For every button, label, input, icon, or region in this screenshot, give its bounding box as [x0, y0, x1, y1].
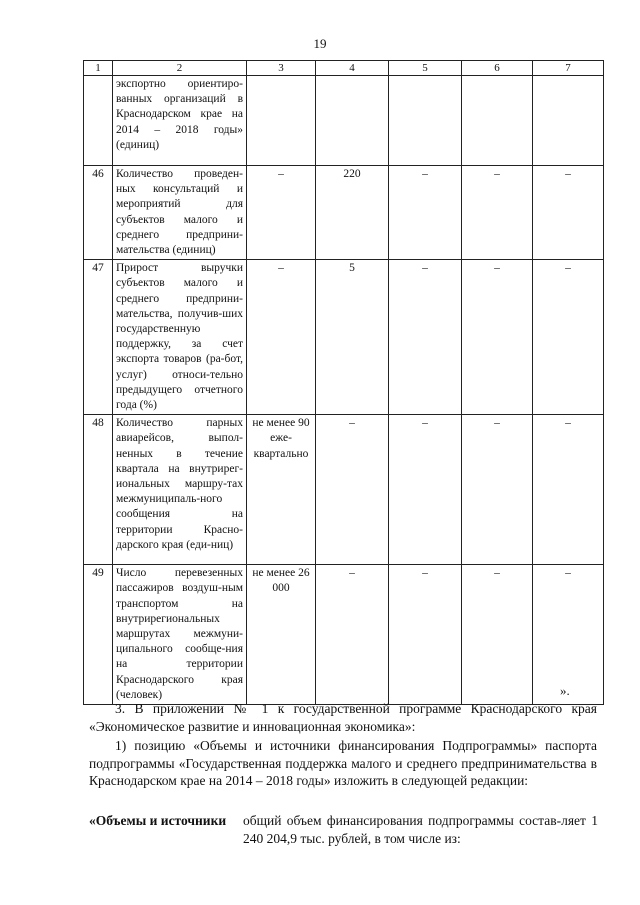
- value-cell: –: [389, 166, 462, 260]
- value-cell: –: [533, 565, 604, 705]
- value-cell: –: [462, 260, 533, 415]
- paragraph-item-1: 1) позицию «Объемы и источники финансирования Подпрограммы» паспорта подпрограммы «Государственная поддержка малого и среднего предпринимательства в Краснодарском крае на 2014 – 2018 годы» изложить в следующей редакции:: [89, 738, 597, 788]
- value-cell: –: [316, 565, 389, 705]
- column-header: 1: [84, 61, 113, 76]
- indicator-description: Прирост выручки субъектов малого и среднего предприни-мательства, получив-ших государственную поддержку, за счет экспорта товаров (ра-бот, услуг) относи-тельно предыдущего отчетного года (%): [113, 260, 247, 415]
- table-row: [84, 76, 604, 166]
- row-number: 49: [84, 565, 113, 705]
- value-cell: –: [389, 565, 462, 705]
- target-value: не менее 26 000: [247, 565, 316, 705]
- column-header: 4: [316, 61, 389, 76]
- column-header: 6: [462, 61, 533, 76]
- table-row: [84, 565, 604, 705]
- table-row: [84, 166, 604, 260]
- value-cell: 220: [316, 166, 389, 260]
- value-cell: –: [389, 415, 462, 565]
- row-number: [84, 76, 113, 166]
- value-cell: –: [533, 415, 604, 565]
- funding-text: общий объем финансирования подпрограммы состав-ляет 1 240 204,9 тыс. рублей, в том числе из:: [243, 813, 598, 846]
- indicators-table: [83, 60, 604, 705]
- indicator-description: Количество парных авиарейсов, выпол-ненных в течение квартала на внутрирег-иональных маршру-тах межмуниципаль-ного сообщения на территории Красно-дарского края (еди-ниц): [113, 415, 247, 565]
- column-header: 3: [247, 61, 316, 76]
- table-header-row: [84, 61, 604, 76]
- column-header: 5: [389, 61, 462, 76]
- row-number: 47: [84, 260, 113, 415]
- column-header: 7: [533, 61, 604, 76]
- target-value: [247, 76, 316, 166]
- indicator-description: Число перевезенных пассажиров воздуш-ным транспортом на внутрирегиональных маршрутах межмуни-ципального сообще-ния на территории Краснодарского края (человек): [113, 565, 247, 705]
- target-value: не менее 90 еже-квартально: [247, 415, 316, 565]
- paragraph-section-3: 3. В приложении № 1 к государственной программе Краснодарского края «Экономическое развитие и инновационная экономика»:: [89, 701, 597, 734]
- funding-label: «Объемы и источники: [89, 813, 227, 828]
- table-row: [84, 260, 604, 415]
- value-cell: [316, 76, 389, 166]
- value-cell: [462, 76, 533, 166]
- value-cell: –: [462, 565, 533, 705]
- indicator-description: Количество проведен-ных консультаций и мероприятий для субъектов малого и среднего предприни-мательства (единиц): [113, 166, 247, 260]
- target-value: –: [247, 260, 316, 415]
- table-row: [84, 415, 604, 565]
- value-cell: –: [462, 415, 533, 565]
- value-cell: 5: [316, 260, 389, 415]
- value-cell: –: [462, 166, 533, 260]
- indicator-description: экспортно ориентиро-ванных организаций в Краснодарском крае на 2014 – 2018 годы» (единиц): [113, 76, 247, 166]
- row-number: 48: [84, 415, 113, 565]
- value-cell: –: [533, 260, 604, 415]
- page-number: 19: [313, 36, 327, 51]
- row-number: 46: [84, 166, 113, 260]
- value-cell: –: [389, 260, 462, 415]
- value-cell: –: [316, 415, 389, 565]
- value-cell: –: [533, 166, 604, 260]
- column-header: 2: [113, 61, 247, 76]
- closing-quote-mark: ».: [560, 683, 570, 698]
- value-cell: [533, 76, 604, 166]
- value-cell: [389, 76, 462, 166]
- target-value: –: [247, 166, 316, 260]
